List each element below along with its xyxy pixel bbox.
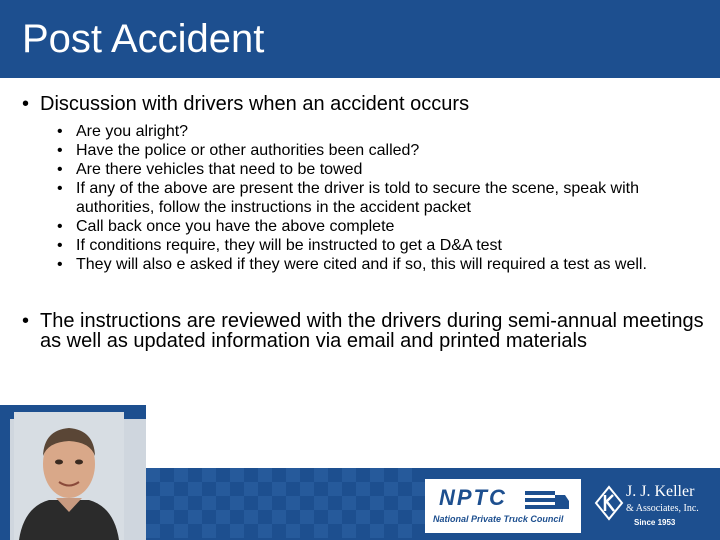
title-bar [0, 0, 720, 78]
keller-logo-icon [594, 485, 624, 521]
sub-bullet-text: If any of the above are present the driver is told to secure the scene, speak with authorities, follow the instructions in the accident packet [76, 180, 639, 216]
sub-bullet-text: Call back once you have the above complete [76, 218, 395, 235]
sub-bullet-item [57, 255, 697, 274]
sub-bullet-text: Have the police or other authorities been called? [76, 142, 420, 159]
second-bullet-text: The instructions are reviewed with the drivers during semi-annual meetings as well as updated information via email and printed materials [40, 310, 704, 352]
sub-bullet-text: If conditions require, they will be instructed to get a D&A test [76, 237, 502, 254]
sub-bullet-text: Are you alright? [76, 123, 189, 140]
bullet-marker: • [57, 142, 63, 159]
sub-bullet-item [57, 122, 697, 141]
bullet-marker: • [57, 218, 63, 235]
bullet-marker: • [57, 161, 63, 178]
keller-subtitle: & Associates, Inc. [626, 503, 699, 514]
nptc-logo [425, 479, 581, 533]
bullet-marker: • [22, 310, 30, 332]
bullet-marker: • [57, 256, 63, 273]
nptc-subtitle: National Private Truck Council [433, 514, 564, 524]
sub-bullet-text: They will also e asked if they were cited and if so, this will required a test as well. [76, 256, 647, 273]
nptc-logo-text: NPTC [439, 485, 507, 510]
sub-bullet-item [57, 141, 697, 160]
keller-logo [590, 479, 710, 533]
bullet-marker: • [22, 93, 30, 115]
nptc-truck-icon [525, 489, 569, 511]
bullet-marker: • [57, 123, 63, 140]
sub-bullet-text: Are there vehicles that need to be towed [76, 161, 363, 178]
presenter-photo [14, 412, 124, 540]
sub-bullet-list [57, 122, 697, 274]
bullet-marker: • [57, 180, 63, 197]
sub-bullet-item [57, 236, 697, 255]
second-bullet [22, 311, 712, 351]
bullet-marker: • [57, 237, 63, 254]
keller-name: J. J. Keller [626, 483, 695, 500]
sub-bullet-item [57, 160, 697, 179]
keller-since: Since 1953 [634, 518, 676, 527]
sub-bullet-item [57, 179, 697, 217]
sub-bullet-item [57, 217, 697, 236]
main-bullet-text: Discussion with drivers when an accident occurs [40, 93, 470, 115]
slide-title: Post Accident [22, 17, 265, 61]
